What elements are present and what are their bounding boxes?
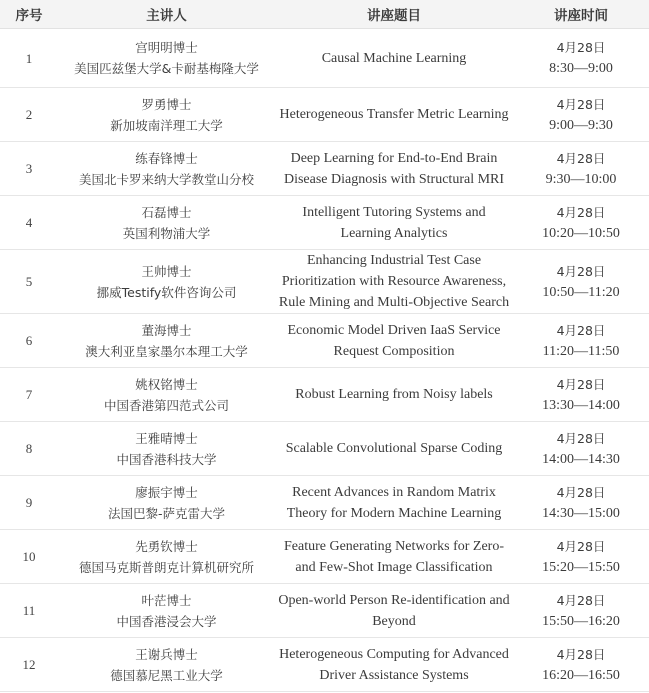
lecture-slot: 14:30—15:00 xyxy=(542,505,620,521)
speaker-cell xyxy=(58,250,275,314)
lecture-time-cell xyxy=(513,250,649,314)
speaker-cell xyxy=(58,584,275,638)
header-time: 讲座时间 xyxy=(513,0,649,29)
speaker-name: 叶茫博士 xyxy=(141,592,192,608)
table-row xyxy=(0,142,649,196)
speaker-name: 练春锋博士 xyxy=(135,150,198,166)
table-row xyxy=(0,196,649,250)
lecture-topic: Recent Advances in Random Matrix Theory for Modern Machine Learning xyxy=(275,476,513,530)
speaker-affiliation: 中国香港科技大学 xyxy=(116,451,217,467)
lecture-slot: 8:30—9:00 xyxy=(549,61,613,76)
speaker-name: 石磊博士 xyxy=(141,204,192,220)
speaker-affiliation: 澳大利亚皇家墨尔本理工大学 xyxy=(85,343,248,359)
speaker-affiliation: 中国香港浸会大学 xyxy=(116,613,217,629)
row-number: 11 xyxy=(0,584,58,638)
row-number: 7 xyxy=(0,368,58,422)
header-speaker: 主讲人 xyxy=(58,0,275,29)
lecture-time-cell xyxy=(513,368,649,422)
header-topic: 讲座题目 xyxy=(275,0,513,29)
speaker-name: 董海博士 xyxy=(141,322,192,338)
speaker-name: 姚权铭博士 xyxy=(135,376,198,392)
lecture-topic: Intelligent Tutoring Systems and Learning Analytics xyxy=(275,196,513,250)
row-number: 3 xyxy=(0,142,58,196)
speaker-name: 王谢兵博士 xyxy=(135,646,198,662)
table-row xyxy=(0,250,649,314)
lecture-time-cell xyxy=(513,638,649,692)
lecture-topic: Causal Machine Learning xyxy=(275,29,513,88)
table-row xyxy=(0,638,649,692)
speaker-cell xyxy=(58,142,275,196)
lecture-topic: Enhancing Industrial Test Case Prioritization with Resource Awareness, Rule Mining and Multi-Objective Search xyxy=(275,250,513,314)
lecture-slot: 14:00—14:30 xyxy=(542,451,620,467)
lecture-slot: 10:20—10:50 xyxy=(542,225,620,241)
lecture-date: 4月28日 xyxy=(556,322,606,338)
lecture-date: 4月28日 xyxy=(556,263,606,279)
row-number: 12 xyxy=(0,638,58,692)
speaker-affiliation: 德国马克斯普朗克计算机研究所 xyxy=(78,559,254,575)
speaker-affiliation: 新加坡南洋理工大学 xyxy=(110,117,223,133)
table-row xyxy=(0,530,649,584)
speaker-affiliation: 法国巴黎-萨克雷大学 xyxy=(107,505,225,521)
speaker-name: 廖振宇博士 xyxy=(135,484,198,500)
lecture-date: 4月28日 xyxy=(556,204,606,220)
lecture-time-cell xyxy=(513,530,649,584)
lecture-date: 4月28日 xyxy=(556,430,606,446)
table-row xyxy=(0,314,649,368)
lecture-date: 4月28日 xyxy=(556,96,606,112)
speaker-name: 宫明明博士 xyxy=(135,40,198,55)
row-number: 8 xyxy=(0,422,58,476)
lecture-topic: Heterogeneous Transfer Metric Learning xyxy=(275,88,513,142)
lecture-topic: Heterogeneous Computing for Advanced Driver Assistance Systems xyxy=(275,638,513,692)
speaker-name: 先勇钦博士 xyxy=(135,538,198,554)
speaker-affiliation: 德国慕尼黑工业大学 xyxy=(110,667,223,683)
lecture-topic: Economic Model Driven IaaS Service Request Composition xyxy=(275,314,513,368)
lecture-time-cell xyxy=(513,29,649,88)
speaker-cell xyxy=(58,476,275,530)
lecture-date: 4月28日 xyxy=(556,150,606,166)
lecture-date: 4月28日 xyxy=(556,646,606,662)
header-row xyxy=(0,0,649,29)
lecture-date: 4月28日 xyxy=(556,40,606,55)
lecture-slot: 15:20—15:50 xyxy=(542,559,620,575)
header-number: 序号 xyxy=(0,0,58,29)
row-number: 6 xyxy=(0,314,58,368)
lecture-time-cell xyxy=(513,88,649,142)
speaker-affiliation: 英国利物浦大学 xyxy=(122,225,211,241)
speaker-cell xyxy=(58,368,275,422)
lecture-time-cell xyxy=(513,584,649,638)
lecture-topic: Open-world Person Re-identification and Beyond xyxy=(275,584,513,638)
row-number: 5 xyxy=(0,250,58,314)
lecture-slot: 13:30—14:00 xyxy=(542,397,620,413)
row-number: 4 xyxy=(0,196,58,250)
lecture-date: 4月28日 xyxy=(556,592,606,608)
lecture-slot: 9:00—9:30 xyxy=(549,117,613,133)
row-number: 9 xyxy=(0,476,58,530)
lecture-slot: 10:50—11:20 xyxy=(542,284,620,300)
table-row xyxy=(0,29,649,88)
lecture-time-cell xyxy=(513,476,649,530)
speaker-cell xyxy=(58,29,275,88)
speaker-name: 王帅博士 xyxy=(141,263,192,279)
speaker-affiliation: 挪威Testify软件咨询公司 xyxy=(96,284,237,300)
table-row xyxy=(0,476,649,530)
speaker-affiliation: 中国香港第四范式公司 xyxy=(103,397,229,413)
speaker-affiliation: 美国北卡罗来纳大学教堂山分校 xyxy=(78,171,254,187)
speaker-affiliation: 美国匹兹堡大学&卡耐基梅隆大学 xyxy=(74,61,259,76)
speaker-name: 王雅晴博士 xyxy=(135,430,198,446)
lecture-time-cell xyxy=(513,142,649,196)
row-number: 1 xyxy=(0,29,58,88)
lecture-topic: Feature Generating Networks for Zero- and Few-Shot Image Classification xyxy=(275,530,513,584)
lecture-topic: Robust Learning from Noisy labels xyxy=(275,368,513,422)
lecture-slot: 16:20—16:50 xyxy=(542,667,620,683)
lecture-date: 4月28日 xyxy=(556,484,606,500)
lecture-time-cell xyxy=(513,422,649,476)
lecture-slot: 9:30—10:00 xyxy=(545,171,617,187)
lecture-date: 4月28日 xyxy=(556,376,606,392)
table-row xyxy=(0,88,649,142)
lecture-topic: Scalable Convolutional Sparse Coding xyxy=(275,422,513,476)
speaker-cell xyxy=(58,638,275,692)
speaker-cell xyxy=(58,196,275,250)
speaker-name: 罗勇博士 xyxy=(141,96,192,112)
speaker-cell xyxy=(58,530,275,584)
table-row xyxy=(0,584,649,638)
table-row xyxy=(0,368,649,422)
lecture-topic: Deep Learning for End-to-End Brain Disease Diagnosis with Structural MRI xyxy=(275,142,513,196)
row-number: 10 xyxy=(0,530,58,584)
lecture-time-cell xyxy=(513,314,649,368)
lecture-slot: 15:50—16:20 xyxy=(542,613,620,629)
table-row xyxy=(0,422,649,476)
speaker-cell xyxy=(58,88,275,142)
lecture-time-cell xyxy=(513,196,649,250)
lecture-slot: 11:20—11:50 xyxy=(542,343,620,359)
speaker-cell xyxy=(58,314,275,368)
speaker-cell xyxy=(58,422,275,476)
row-number: 2 xyxy=(0,88,58,142)
lecture-date: 4月28日 xyxy=(556,538,606,554)
